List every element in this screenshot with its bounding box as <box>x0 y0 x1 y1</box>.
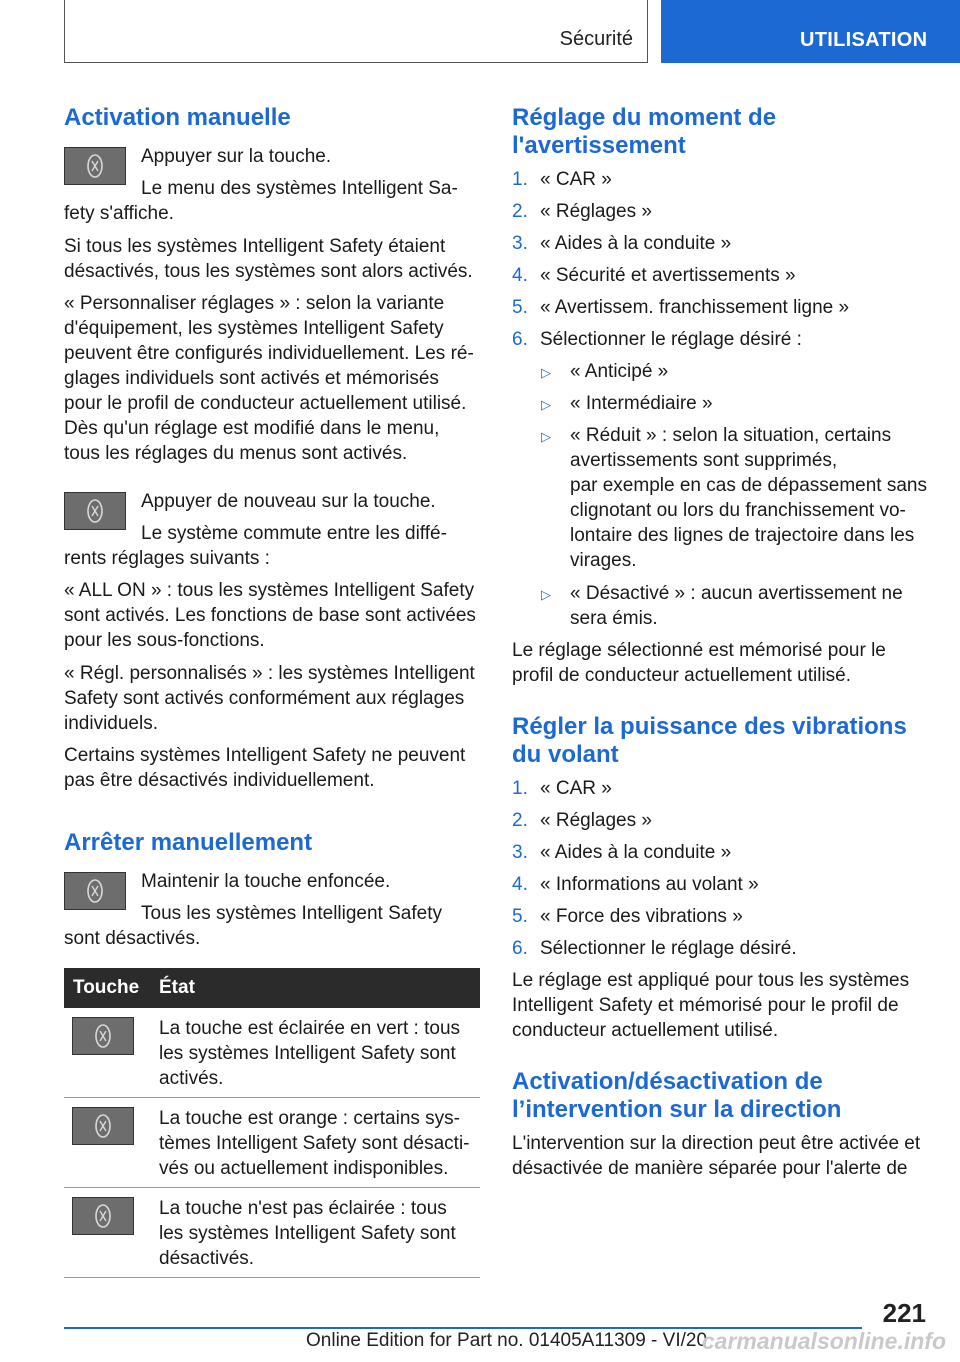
text-line: Le réglage est appliqué pour tous les systèmes <box>512 970 910 991</box>
footer-edition: Online Edition for Part no. 01405A11309 - VI/20 <box>306 1330 708 1351</box>
sub-item-line: avertissements sont supprimés, <box>570 450 838 471</box>
text-line: Tous les systèmes Intelligent Safety <box>141 903 442 924</box>
text-line: Maintenir la touche enfoncée. <box>141 871 391 892</box>
intelligent-safety-button-icon <box>64 147 126 185</box>
text-line: fety s'affiche. <box>64 203 174 224</box>
text-line: « Régl. personnalisés » : les systèmes Intelligent <box>64 663 475 684</box>
column-header-state: État <box>159 977 195 998</box>
chapter-title: UTILISATION <box>800 29 928 51</box>
heading-steering-intervention: Activation/désactivation de <box>512 1068 823 1095</box>
sub-item-line: sera émis. <box>570 608 658 629</box>
text-line: profil de conducteur actuellement utilisé. <box>512 665 852 686</box>
text-line: individuels. <box>64 713 158 734</box>
sub-item-line: « Réduit » : selon la situation, certains <box>570 425 892 446</box>
intelligent-safety-button-icon <box>72 1107 134 1145</box>
header-section-box <box>64 0 648 63</box>
text-line: peuvent être configurés individuellement. Les ré‐ <box>64 343 474 364</box>
text-line: pour le profil de conducteur actuellement utilisé. <box>64 393 467 414</box>
text-line: Si tous les systèmes Intelligent Safety étaient <box>64 236 446 257</box>
triangle-bullet-icon: ▷ <box>541 365 551 380</box>
table-cell-line: désactivés. <box>159 1248 255 1269</box>
table-cell-line: La touche n'est pas éclairée : tous <box>159 1198 447 1219</box>
text-line: d'équipement, les systèmes Intelligent Safety <box>64 318 444 339</box>
text-line: Dès qu'un réglage est modifié dans le menu, <box>64 418 440 439</box>
triangle-bullet-icon: ▷ <box>541 397 551 412</box>
text-line: glages individuels sont activés et mémorisés <box>64 368 439 389</box>
sub-item-line: « Désactivé » : aucun avertissement ne <box>570 583 903 604</box>
text-line: Le système commute entre les diffé‐ <box>141 523 447 544</box>
column-header-key: Touche <box>73 977 140 998</box>
heading-steering-vibration: Régler la puissance des vibrations <box>512 713 907 740</box>
text-line: Appuyer de nouveau sur la touche. <box>141 491 436 512</box>
sub-item-line: virages. <box>570 550 637 571</box>
text-line: pas être désactivés individuellement. <box>64 770 375 791</box>
text-line: L'intervention sur la direction peut être activée et <box>512 1133 921 1154</box>
header-chapter-tab <box>661 0 960 63</box>
table-row-divider <box>64 1277 480 1278</box>
table-cell-line: les systèmes Intelligent Safety sont <box>159 1223 456 1244</box>
heading-manual-activation: Activation manuelle <box>64 104 291 131</box>
text-line: sont désactivés. <box>64 928 201 949</box>
intelligent-safety-button-icon <box>64 492 126 530</box>
table-cell-line: La touche est éclairée en vert : tous <box>159 1018 461 1039</box>
text-line: désactivée de manière séparée pour l'alerte de <box>512 1158 908 1179</box>
text-line: désactivés, tous les systèmes sont alors activés. <box>64 261 473 282</box>
section-title: Sécurité <box>559 28 633 50</box>
text-line: « ALL ON » : tous les systèmes Intelligent Safety <box>64 580 475 601</box>
heading-steering-intervention: l’intervention sur la direction <box>512 1096 842 1123</box>
text-line: Safety sont activés conformément aux réglages <box>64 688 465 709</box>
text-line: Le réglage sélectionné est mémorisé pour le <box>512 640 886 661</box>
intelligent-safety-button-icon <box>72 1017 134 1055</box>
sub-item-line: par exemple en cas de dépassement sans <box>570 475 927 496</box>
table-row-divider <box>64 1097 480 1098</box>
warning-steps-list: 1. « CAR » 2. « Réglages » 3. « Aides à la conduite » 4. « Sécurité et avertissements » 5. « Avertissem. franchissement ligne » 6. Sélectionner le réglage désiré : <box>512 169 850 350</box>
text-line: « Personnaliser réglages » : selon la variante <box>64 293 445 314</box>
table-cell-line: les systèmes Intelligent Safety sont <box>159 1043 456 1064</box>
vibration-steps-list: 1. « CAR » 2. « Réglages » 3. « Aides à la conduite » 4. « Informations au volant » 5. « Force des vibrations » 6. Sélectionner le réglage désiré. <box>512 778 797 959</box>
sub-item-line: « Intermédiaire » <box>570 393 713 414</box>
intelligent-safety-button-icon <box>72 1197 134 1235</box>
page-number: 221 <box>882 1298 926 1328</box>
table-cell-line: activés. <box>159 1068 224 1089</box>
text-line: conducteur actuellement utilisé. <box>512 1020 779 1041</box>
text-line: rents réglages suivants : <box>64 548 270 569</box>
sub-item-line: lontaire des lignes de trajectoire dans les <box>570 525 915 546</box>
table-header <box>64 968 480 1008</box>
sub-item-line: clignotant ou lors du franchissement vo‐ <box>570 500 906 521</box>
heading-warning-timing: l'avertissement <box>512 132 686 159</box>
sub-item-line: « Anticipé » <box>570 361 669 382</box>
triangle-bullet-icon: ▷ <box>541 429 551 444</box>
watermark: carmanualsonline.info <box>701 1328 946 1354</box>
text-line: tous les réglages du menus sont activés. <box>64 443 408 464</box>
table-row-divider <box>64 1187 480 1188</box>
heading-manual-off: Arrêter manuellement <box>64 829 313 856</box>
text-line: Intelligent Safety et mémorisé pour le profil de <box>512 995 899 1016</box>
heading-steering-vibration: du volant <box>512 741 619 768</box>
text-line: pour les sous-fonctions. <box>64 630 265 651</box>
text-line: Certains systèmes Intelligent Safety ne peuvent <box>64 745 466 766</box>
triangle-bullet-icon: ▷ <box>541 587 551 602</box>
text-line: sont activés. Les fonctions de base sont activées <box>64 605 476 626</box>
table-cell-line: tèmes Intelligent Safety sont désacti‐ <box>159 1133 470 1154</box>
text-line: Le menu des systèmes Intelligent Sa‐ <box>141 178 458 199</box>
heading-warning-timing: Réglage du moment de <box>512 104 777 131</box>
table-cell-line: La touche est orange : certains sys‐ <box>159 1108 460 1129</box>
text-line: Appuyer sur la touche. <box>141 146 332 167</box>
table-cell-line: vés ou actuellement indisponibles. <box>159 1158 449 1179</box>
intelligent-safety-button-icon <box>64 872 126 910</box>
